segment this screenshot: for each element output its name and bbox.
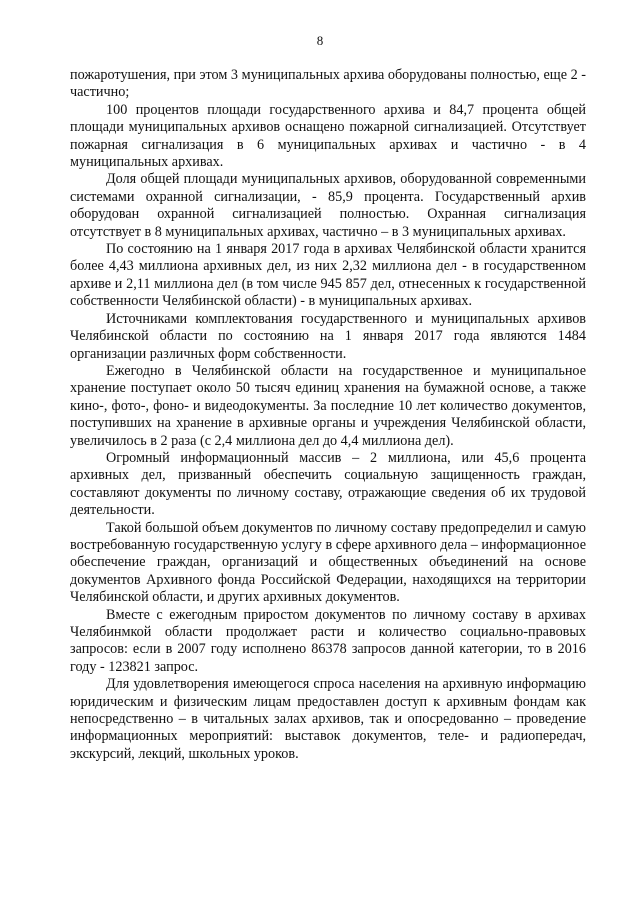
paragraph-annual-intake: Ежегодно в Челябинской области на государственное и муниципальное хранение поступает около 50 тысяч единиц хранения на бумажной основе, а также кино-, фото-, фоно- и видеодокументы. За последние 10 лет количество документов, поступивших на хранение в архивные органы и учреждения Челябинской области, увеличилось в 2 раза (с 2,4 миллиона дел до 4,4 миллиона дел).	[70, 362, 586, 449]
paragraph-fire-alarm: 100 процентов площади государственного архива и 84,7 процента общей площади муниципальных архивов оснащено пожарной сигнализацией. Отсутствует пожарная сигнализация в 6 муниципальных архивах и частично - в 4 муниципальных архивах.	[70, 101, 586, 171]
paragraph-fire-suppression-continuation: пожаротушения, при этом 3 муниципальных архива оборудованы полностью, еще 2 - частично;	[70, 67, 586, 101]
paragraph-archive-holdings: По состоянию на 1 января 2017 года в архивах Челябинской области хранится более 4,43 миллиона архивных дел, из них 2,32 миллиона дел - в государственном архиве и 2,11 миллиона дел (в том числе 945 857 дел, отнесенных к государственной собственности Челябинской области) - в муниципальных архивах.	[70, 241, 586, 310]
paragraph-social-legal-requests: Вместе с ежегодным приростом документов по личному составу в архивах Челябинмкой области продолжает расти и количество социально-правовых запросов: если в 2007 году исполнено 86378 запросов данной категории, то в 2016 году - 123821 запрос.	[70, 606, 586, 675]
paragraph-access-to-archives: Для удовлетворения имеющегося спроса населения на архивную информацию юридическим и физическим лицам предоставлен доступ к архивным фондам как непосредственно – в читальных залах архивов, так и опосредованно – проведение информационных мероприятий: выставок документов, теле- и радиопередач, экскурсий, лекций, школьных уроков.	[70, 676, 586, 762]
paragraph-security-alarm: Доля общей площади муниципальных архивов, оборудованной современными системами охранной сигнализации, - 85,9 процента. Государственный архив оборудован охранной сигнализацией полностью. Охранная сигнализация отсутствует в 8 муниципальных архивах, частично – в 3 муниципальных архивах.	[70, 171, 586, 240]
paragraph-public-service: Такой большой объем документов по личному составу предопределил и самую востребованную государственную услугу в сфере архивного дела – информационное обеспечение граждан, организаций и общественных объединений на основе документов Архивного фонда Российской Федерации, находящихся на территории Челябинской области, и других архивных документов.	[70, 519, 586, 606]
paragraph-acquisition-sources: Источниками комплектования государственного и муниципальных архивов Челябинской области по состоянию на 1 января 2017 года являются 1484 организации различных форм собственности.	[70, 310, 586, 362]
paragraph-personnel-records: Огромный информационный массив – 2 миллиона, или 45,6 процента архивных дел, призванный обеспечить социальную защищенность граждан, составляют документы по личному составу, отражающие сведения об их трудовой деятельности.	[70, 449, 586, 519]
document-body	[70, 67, 586, 763]
page-number: 8	[316, 33, 324, 48]
